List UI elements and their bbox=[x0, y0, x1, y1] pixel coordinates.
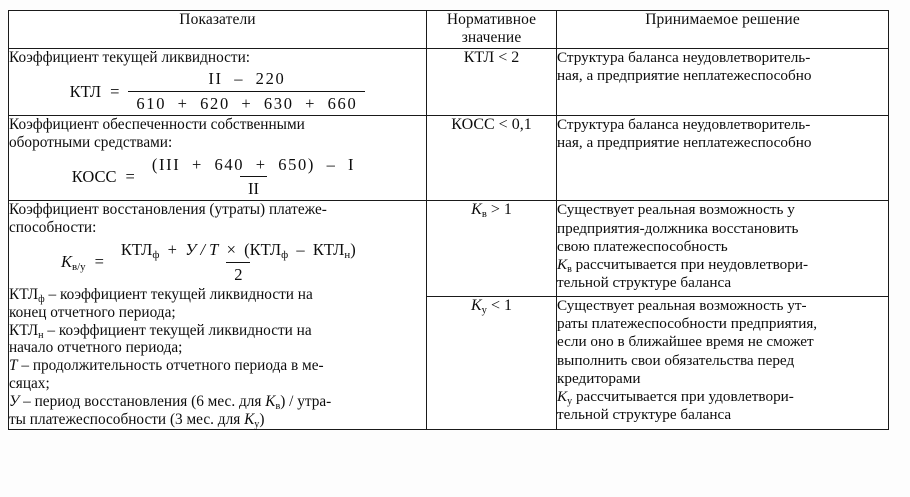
normative-value-kv-sub: в bbox=[481, 209, 487, 221]
legend-item bbox=[9, 286, 426, 322]
legend-inline-symbol-ku-sub: у bbox=[254, 418, 260, 430]
normative-value-kv-rest: > 1 bbox=[486, 201, 512, 219]
legend-inline-symbol-kv-sub: в bbox=[275, 400, 281, 412]
legend-inline-symbol-kv: K bbox=[265, 393, 276, 411]
formula-koss-fraction bbox=[144, 155, 363, 199]
decision-note bbox=[557, 388, 888, 406]
legend-text: ты платежеспособности (3 мес. для bbox=[9, 411, 245, 429]
legend-text: ) bbox=[259, 411, 265, 429]
normative-value-ku-sub: у bbox=[481, 304, 487, 316]
normative-cell-ktl bbox=[427, 48, 557, 115]
formula-ktl-fraction bbox=[128, 69, 365, 113]
legend-text: – коэффициент текущей ликвидности на bbox=[44, 285, 313, 303]
header-label-indicators: Показатели bbox=[179, 11, 256, 28]
decision-cell-ku bbox=[557, 296, 889, 429]
num-part-5: – КТЛ bbox=[288, 240, 345, 260]
decision-text-line: Структура баланса неудовлетворитель- bbox=[557, 48, 811, 66]
num-part-1: КТЛ bbox=[120, 240, 153, 260]
legend-symbol-sub: ф bbox=[38, 293, 45, 305]
formula-koss bbox=[9, 155, 426, 199]
decision-text-line: предприятия-должника восстановить bbox=[557, 219, 799, 237]
num-part-1-sub: ф bbox=[152, 249, 160, 262]
decision-note-text: тельной структуре баланса bbox=[557, 274, 732, 292]
legend-symbol-sub: н bbox=[38, 329, 44, 341]
formula-kvu-lhs bbox=[61, 252, 95, 274]
decision-text-line: свою платежеспособность bbox=[557, 237, 728, 255]
legend-item bbox=[9, 322, 426, 358]
indicator-cell-ktl bbox=[9, 48, 427, 115]
legend-symbol: КТЛ bbox=[9, 285, 39, 303]
num-part-5-sub: н bbox=[344, 249, 351, 262]
formula-kvu-numerator bbox=[113, 240, 364, 261]
legend-item bbox=[9, 393, 426, 429]
decision-text-line: раты платежеспособности предприятия, bbox=[557, 315, 818, 333]
decision-note-symbol-sub: у bbox=[567, 395, 573, 407]
header-cell-decision bbox=[557, 11, 889, 49]
decision-note-text: рассчитывается при неудовлетвори- bbox=[571, 256, 809, 274]
decision-cell-kv bbox=[557, 201, 889, 296]
formula-ktl-equals: = bbox=[110, 81, 120, 101]
indicator-cell-koss bbox=[9, 116, 427, 201]
header-cell-indicators bbox=[9, 11, 427, 49]
decision-note-symbol-sub: в bbox=[567, 263, 572, 275]
legend-text: конец отчетного периода; bbox=[9, 303, 176, 321]
formula-koss-numerator: (III + 640 + 650) – I bbox=[151, 154, 356, 174]
decision-text-line: если оно в ближайшее время не сможет bbox=[557, 333, 814, 351]
num-part-6: ) bbox=[350, 240, 356, 260]
decision-cell-koss bbox=[557, 116, 889, 201]
formula-ktl bbox=[9, 69, 426, 113]
formula-kvu-lhs-base: K bbox=[61, 252, 73, 272]
formula-ktl-denominator: 610 + 620 + 630 + 660 bbox=[128, 91, 365, 113]
indicator-title-koss-line1: Коэффициент обеспеченности собственными bbox=[9, 116, 305, 134]
legend-item bbox=[9, 357, 426, 393]
num-part-2: + bbox=[159, 240, 186, 260]
decision-note bbox=[557, 256, 888, 274]
indicator-title-ktl: Коэффициент текущей ликвидности: bbox=[9, 48, 251, 66]
formula-kvu-fraction bbox=[113, 240, 364, 284]
decision-note-text: рассчитывается при удовлетвори- bbox=[572, 387, 794, 405]
financial-coefficients-table bbox=[8, 10, 889, 430]
num-part-4: × (КТЛ bbox=[218, 240, 282, 260]
decision-text-line: Существует реальная возможность у bbox=[557, 201, 795, 219]
decision-note-text: тельной структуре баланса bbox=[557, 406, 732, 424]
normative-value-ku bbox=[471, 297, 512, 314]
table-row bbox=[9, 116, 889, 201]
formula-ktl-numerator: II – 220 bbox=[208, 69, 286, 89]
decision-note-symbol: K bbox=[557, 387, 568, 405]
decision-note-symbol: K bbox=[557, 256, 568, 274]
decision-text-line: ная, а предприятие неплатежеспособно bbox=[557, 134, 812, 152]
formula-koss-equals: = bbox=[125, 166, 135, 186]
normative-value-kv-base: K bbox=[471, 201, 482, 219]
header-cell-normative bbox=[427, 11, 557, 49]
table-row bbox=[9, 201, 889, 296]
normative-cell-koss bbox=[427, 116, 557, 201]
formula-koss-lhs: КОСС bbox=[71, 166, 117, 186]
indicator-title-kvu-line1: Коэффициент восстановления (утраты) платеже- bbox=[9, 201, 327, 219]
header-label-normative-line2: значение bbox=[461, 29, 522, 47]
legend-text: – продолжительность отчетного периода в ме- bbox=[17, 357, 324, 375]
normative-cell-ku bbox=[427, 296, 557, 429]
legend-inline-symbol-ku: K bbox=[244, 411, 255, 429]
decision-text-line: Структура баланса неудовлетворитель- bbox=[557, 116, 811, 134]
num-part-3: У / Т bbox=[185, 240, 219, 260]
formula-kvu bbox=[9, 240, 426, 284]
legend-text-wrap bbox=[9, 411, 426, 429]
decision-cell-ktl bbox=[557, 48, 889, 115]
decision-text-line: ная, а предприятие неплатежеспособно bbox=[557, 66, 812, 84]
formula-kvu-denominator: 2 bbox=[226, 262, 250, 284]
legend-symbol: Т bbox=[9, 357, 18, 375]
header-label-decision: Принимаемое решение bbox=[645, 11, 800, 28]
legend-symbol: У bbox=[9, 393, 20, 411]
decision-text-line: кредиторами bbox=[557, 369, 641, 387]
legend-text: начало отчетного периода; bbox=[9, 339, 183, 357]
header-label-normative-line1: Нормативное bbox=[446, 11, 537, 28]
formula-kvu-equals: = bbox=[94, 252, 104, 272]
normative-value-ktl: КТЛ < 2 bbox=[463, 48, 520, 66]
legend-text: – период восстановления (6 мес. для bbox=[19, 393, 266, 411]
formula-kvu-lhs-sub: в/у bbox=[72, 261, 86, 274]
legend-symbol: КТЛ bbox=[9, 321, 39, 339]
legend-text: ) / утра- bbox=[280, 393, 332, 411]
table-header-row bbox=[9, 11, 889, 49]
decision-text-line: Существует реальная возможность ут- bbox=[557, 296, 807, 314]
num-part-4-sub: ф bbox=[281, 249, 289, 262]
indicator-title-koss-line2: оборотными средствами: bbox=[9, 133, 173, 151]
formula-ktl-lhs: КТЛ bbox=[69, 81, 102, 101]
table-row bbox=[9, 48, 889, 115]
decision-text-line: выполнить свои обязательства перед bbox=[557, 351, 795, 369]
normative-value-ku-rest: < 1 bbox=[486, 296, 512, 314]
formula-koss-denominator: II bbox=[240, 176, 267, 198]
indicator-cell-kvu bbox=[9, 201, 427, 430]
indicator-title-kvu-line2: способности: bbox=[9, 219, 97, 237]
normative-value-ku-base: K bbox=[471, 296, 482, 314]
normative-value-kv bbox=[471, 201, 512, 221]
normative-value-koss: КОСС < 0,1 bbox=[451, 116, 532, 134]
legend-text: сяцах; bbox=[9, 375, 50, 393]
legend-text: – коэффициент текущей ликвидности на bbox=[43, 321, 312, 339]
normative-cell-kv bbox=[427, 201, 557, 296]
legend-list bbox=[9, 286, 426, 429]
